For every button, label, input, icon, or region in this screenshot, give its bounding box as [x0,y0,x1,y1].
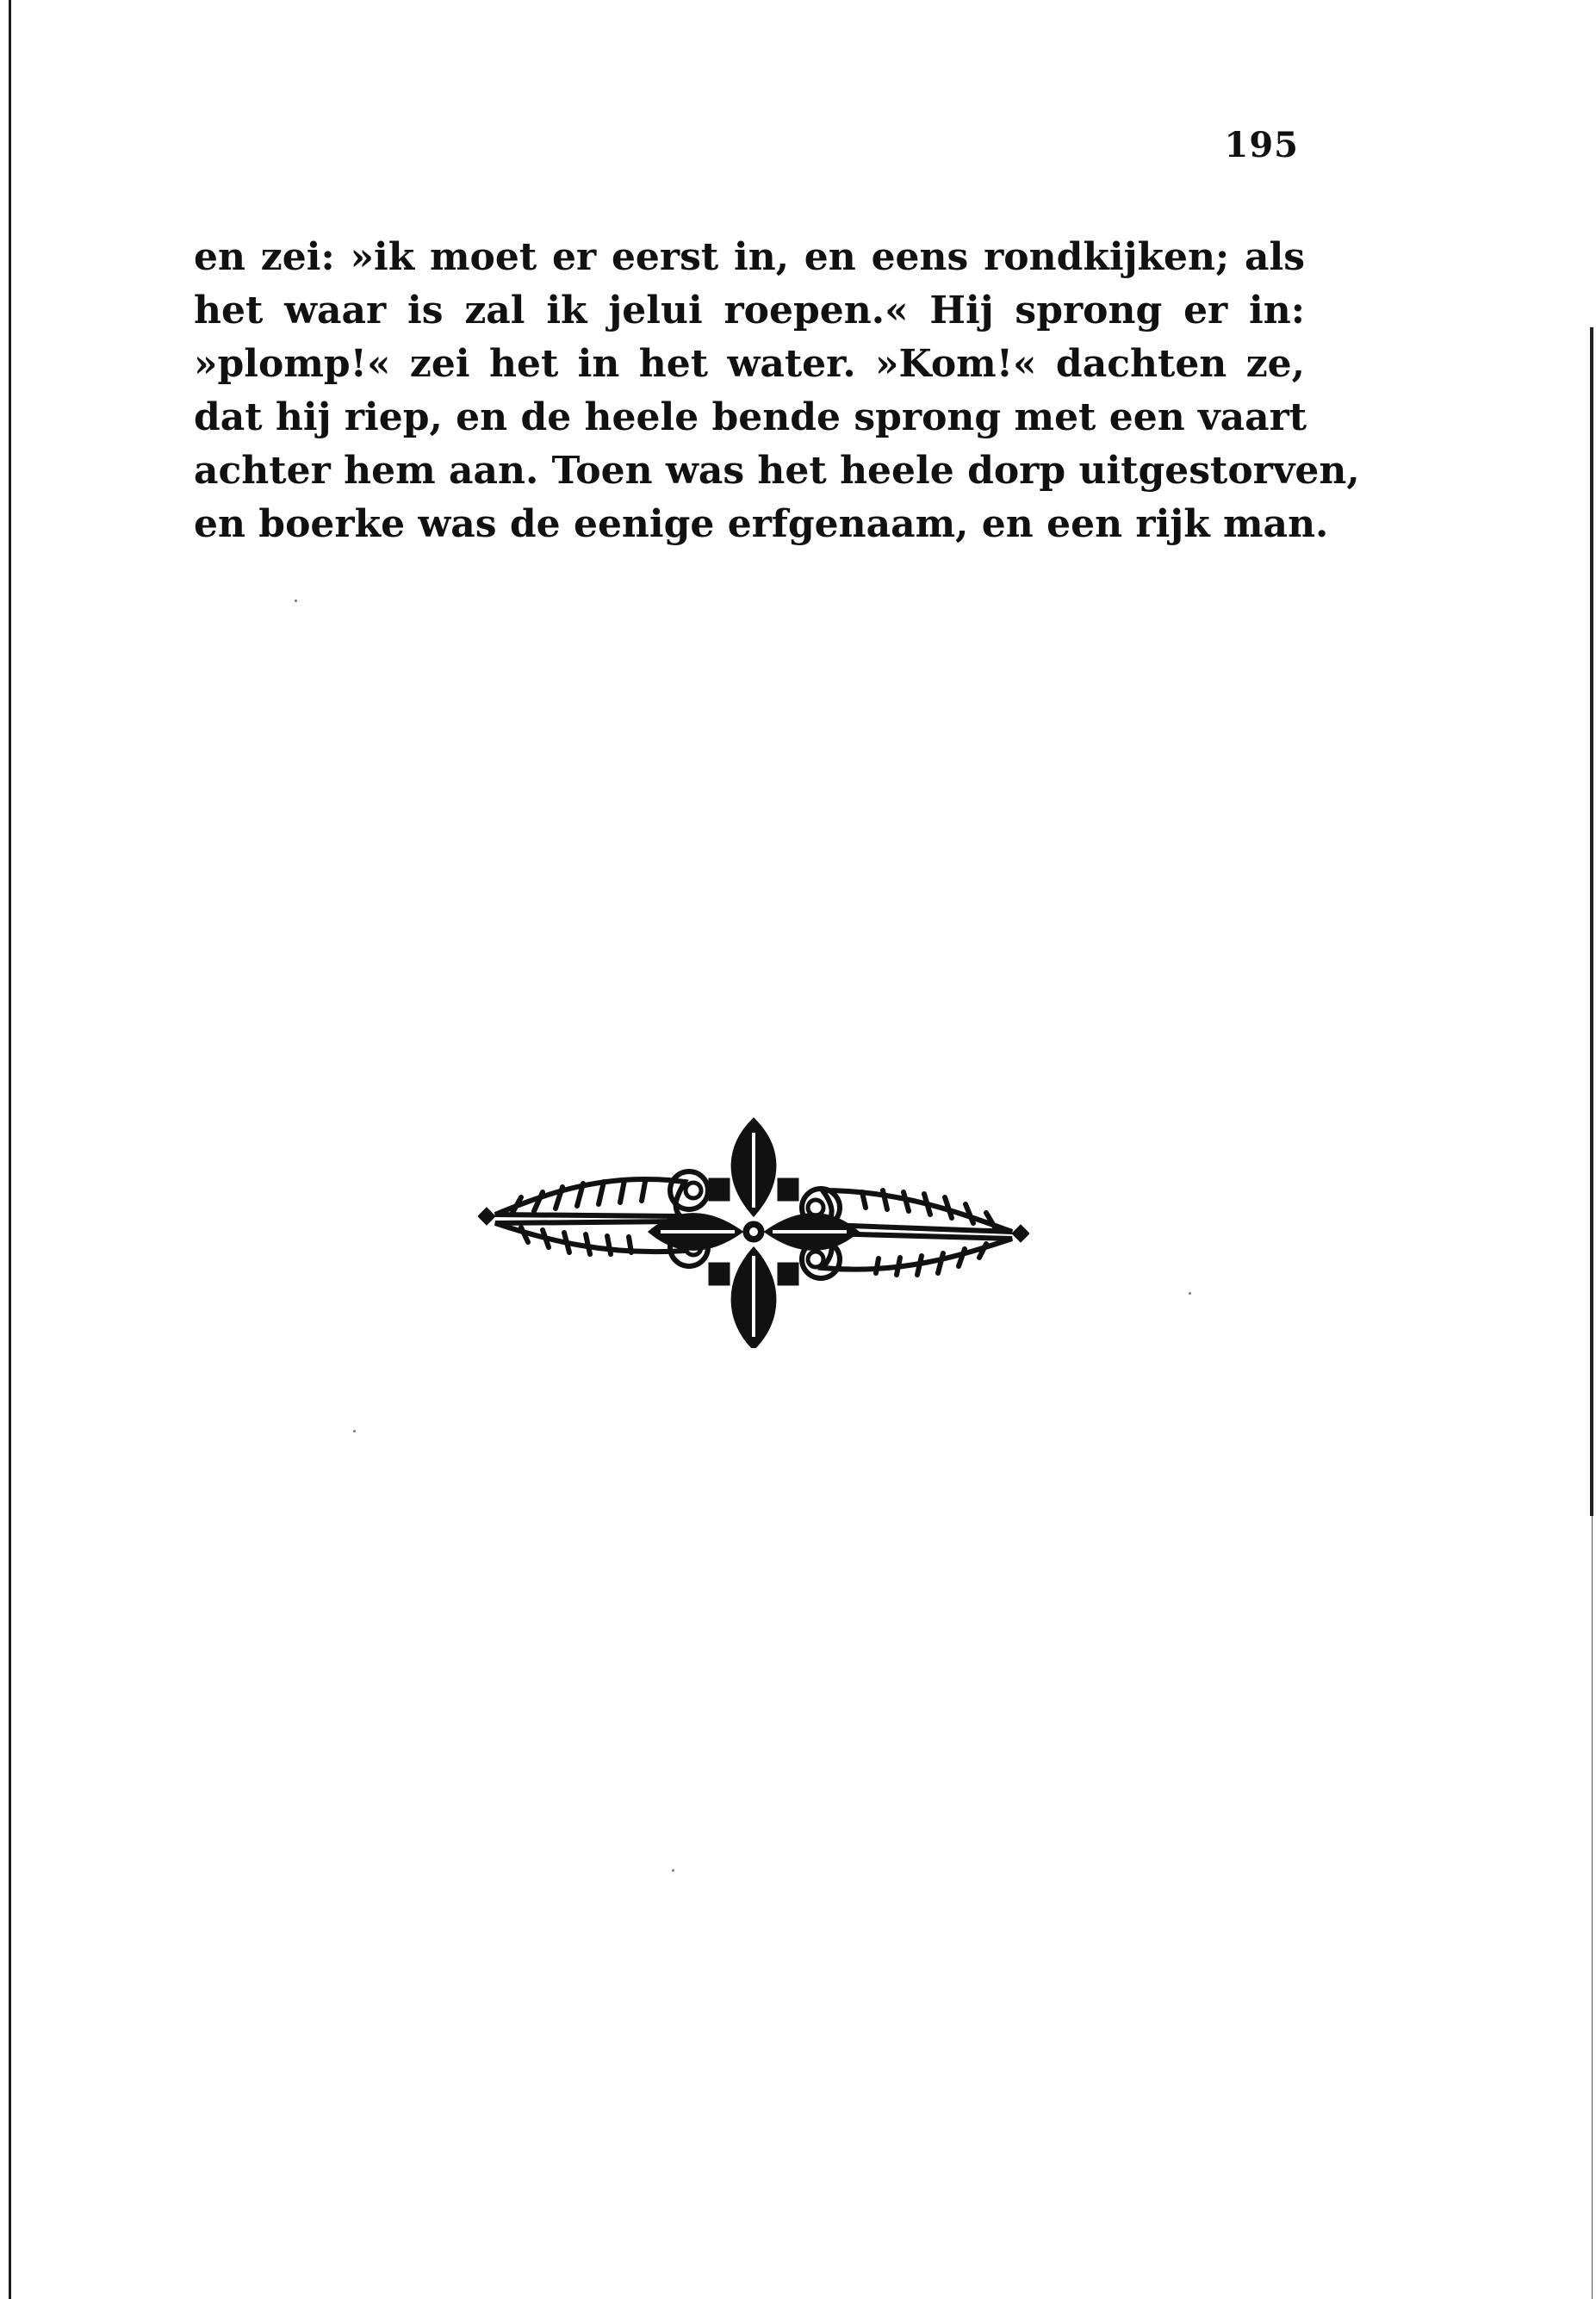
scan-edge-right [1590,327,1593,1516]
text-line: dat hij riep, en de heele bende sprong met een vaart [194,395,1307,439]
floral-vignette-icon [478,1111,1029,1348]
text-line: en zei: »ik moet er eerst in, en eens rondkijken; als [194,235,1305,279]
text-line: »plomp!« zei het in het water. »Kom!« dachten ze, [194,342,1305,386]
scan-speck [672,1869,674,1872]
scan-edge-right-thin [1592,1516,1593,2299]
scan-speck [1189,1292,1191,1295]
text-line: en boerke was de eenige erfgenaam, en een rijk man. [194,502,1329,546]
scan-speck [295,600,297,602]
scan-edge-left [9,0,11,2299]
body-paragraph [194,231,1360,551]
text-line: het waar is zal ik jelui roepen.« Hij sprong er in: [194,289,1305,332]
scan-speck [353,1430,356,1432]
text-line: achter hem aan. Toen was het heele dorp uitgestorven, [194,449,1360,493]
page-number: 195 [1224,125,1299,165]
